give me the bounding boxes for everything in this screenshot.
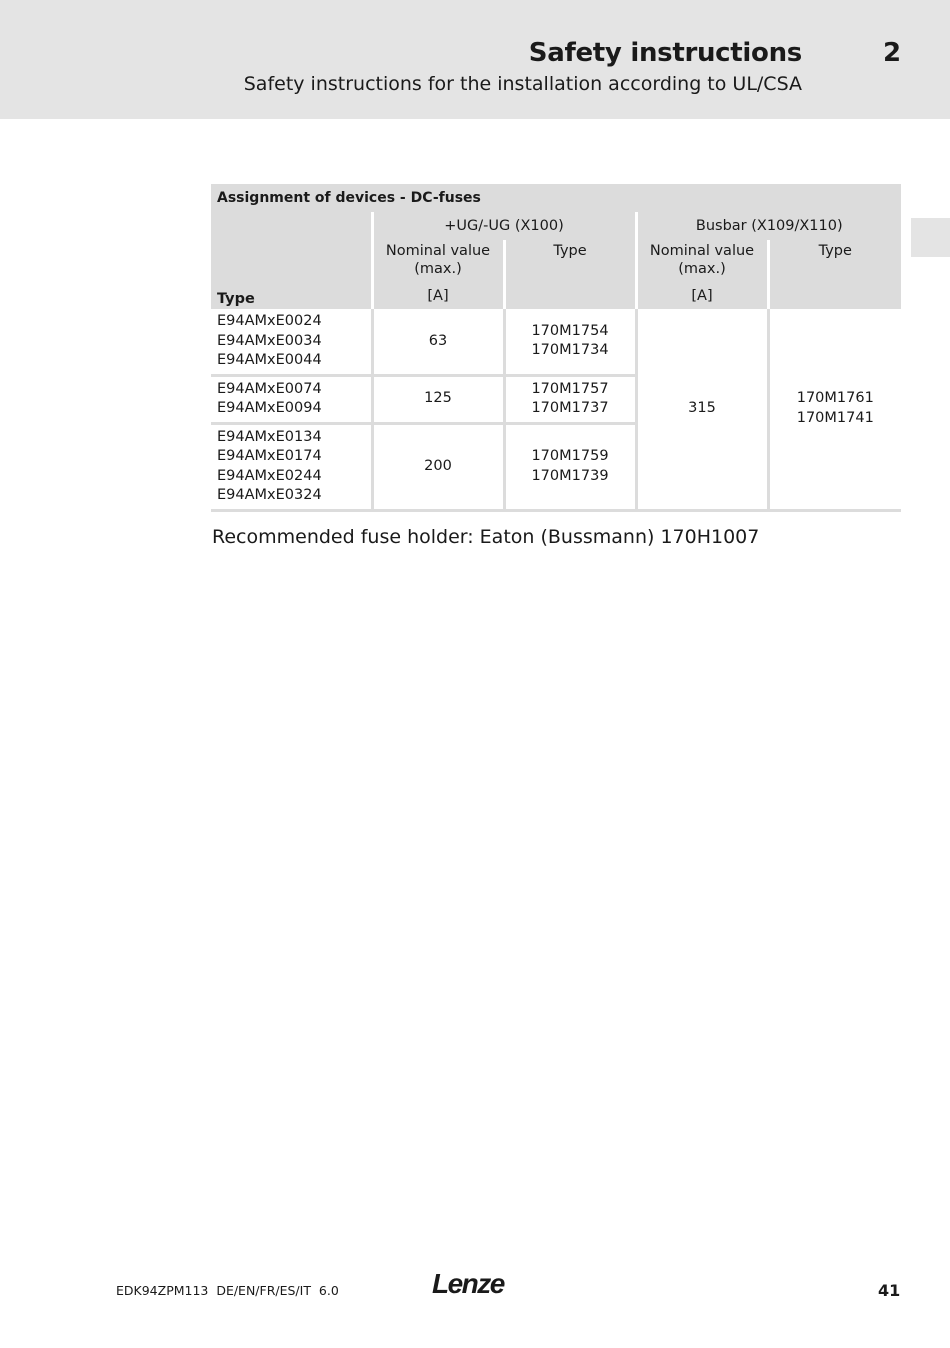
ug-type-header: Type — [504, 240, 636, 282]
fuse-type: 170M1757 — [531, 380, 609, 397]
device-list — [211, 375, 372, 423]
lenze-logo: Lenze — [432, 1268, 504, 1299]
busbar-type-unit-empty — [768, 282, 901, 309]
device-list — [211, 309, 372, 375]
device-list — [211, 423, 372, 510]
busbar-fuse-types — [768, 309, 901, 510]
ug-nominal-label-line2: (max.) — [414, 261, 462, 277]
device-type: E94AMxE0134 — [217, 428, 322, 445]
device-type: E94AMxE0074 — [217, 380, 322, 397]
ug-nominal-value: 63 — [372, 309, 504, 375]
chapter-number: 2 — [883, 38, 902, 68]
type-column-header: Type — [211, 212, 372, 309]
fuse-type: 170M1754 — [531, 322, 609, 339]
device-type: E94AMxE0324 — [217, 487, 322, 503]
ug-type-unit-empty — [504, 282, 636, 309]
busbar-nominal-label-line2: (max.) — [678, 261, 726, 277]
dc-fuse-table — [211, 184, 901, 512]
fuse-type: 170M1741 — [796, 409, 874, 426]
device-type: E94AMxE0024 — [217, 313, 322, 329]
ug-nominal-value: 125 — [372, 375, 504, 423]
ug-nominal-value: 200 — [372, 423, 504, 510]
fuse-type: 170M1737 — [531, 400, 609, 416]
ug-fuse-types — [504, 309, 636, 375]
ug-nominal-header — [372, 240, 504, 282]
device-type: E94AMxE0044 — [217, 352, 322, 368]
table-title: Assignment of devices - DC-fuses — [211, 184, 901, 212]
chapter-subtitle: Safety instructions for the installation according to UL/CSA — [243, 73, 802, 95]
ug-fuse-types — [504, 423, 636, 510]
device-type: E94AMxE0244 — [217, 467, 322, 484]
group-header-busbar: Busbar (X109/X110) — [636, 212, 901, 240]
chapter-title: Safety instructions — [528, 38, 802, 68]
ug-unit: [A] — [372, 282, 504, 309]
group-header-ug: +UG/-UG (X100) — [372, 212, 636, 240]
document-id: EDK94ZPM113 DE/EN/FR/ES/IT 6.0 — [116, 1283, 339, 1298]
ug-nominal-label-line1: Nominal value — [385, 243, 491, 259]
chapter-side-tab — [911, 218, 950, 257]
busbar-type-header: Type — [768, 240, 901, 282]
fuse-type: 170M1734 — [531, 342, 609, 359]
page-header — [0, 0, 950, 119]
ug-fuse-types — [504, 375, 636, 423]
fuse-holder-note: Recommended fuse holder: Eaton (Bussmann) 170H1007 — [212, 526, 760, 548]
page-number: 41 — [878, 1281, 901, 1300]
fuse-type: 170M1761 — [796, 390, 874, 407]
fuse-type: 170M1759 — [531, 448, 609, 464]
busbar-nominal-label-line1: Nominal value — [649, 243, 755, 259]
device-type: E94AMxE0094 — [217, 400, 322, 416]
table-row — [211, 309, 901, 375]
device-type: E94AMxE0034 — [217, 332, 322, 349]
busbar-nominal-value: 315 — [636, 309, 768, 510]
fuse-type: 170M1739 — [531, 467, 609, 484]
device-type: E94AMxE0174 — [217, 448, 322, 464]
busbar-unit: [A] — [636, 282, 768, 309]
busbar-nominal-header — [636, 240, 768, 282]
